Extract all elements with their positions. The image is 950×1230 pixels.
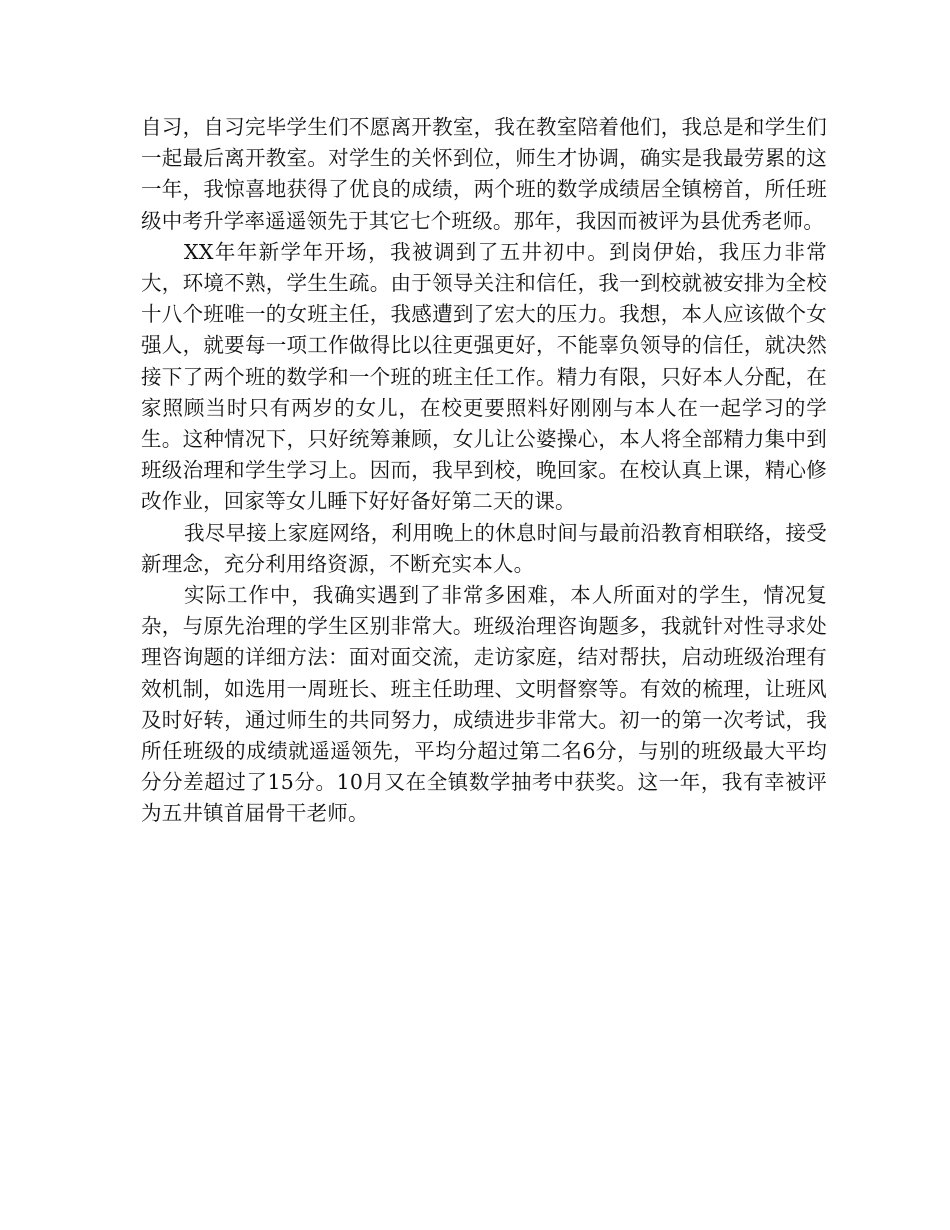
paragraph-3: 我尽早接上家庭网络，利用晚上的休息时间与最前沿教育相联络，接受新理念，充分利用络资源，不断充实本人。 — [141, 520, 827, 576]
paragraph-4: 实际工作中，我确实遇到了非常多困难，本人所面对的学生，情况复杂，与原先治理的学生区别非常大。班级治理咨询题多，我就针对性寻求处理咨询题的详细方法：面对面交流，走访家庭，结对帮扶，启动班级治理有效机制，如选用一周班长、班主任助理、文明督察等。有效的梳理，让班风及时好转，通过师生的共同努力，成绩进步非常大。初一的第一次考试，我所任班级的成绩就遥遥领先，平均分超过第二名6分，与别的班级最大平均分分差超过了15分。10月又在全镇数学抽考中获奖。这一年，我有幸被评为五井镇首届骨干老师。 — [141, 583, 827, 826]
paragraph-2: XX年年新学年开场，我被调到了五井初中。到岗伊始，我压力非常大，环境不熟，学生生疏。由于领导关注和信任，我一到校就被安排为全校十八个班唯一的女班主任，我感遭到了宏大的压力。我想，本人应该做个女强人，就要每一项工作做得比以往更强更好，不能辜负领导的信任，就决然接下了两个班的数学和一个班的班主任工作。精力有限，只好本人分配，在家照顾当时只有两岁的女儿，在校更要照料好刚刚与本人在一起学习的学生。这种情况下，只好统筹兼顾，女儿让公婆操心，本人将全部精力集中到班级治理和学生学习上。因而，我早到校，晚回家。在校认真上课，精心修改作业，回家等女儿睡下好好备好第二天的课。 — [141, 239, 827, 514]
paragraph-1: 自习，自习完毕学生们不愿离开教室，我在教室陪着他们，我总是和学生们一起最后离开教室。对学生的关怀到位，师生才协调，确实是我最劳累的这一年，我惊喜地获得了优良的成绩，两个班的数学成绩居全镇榜首，所任班级中考升学率遥遥领先于其它七个班级。那年，我因而被评为县优秀老师。 — [141, 115, 827, 233]
document-body — [141, 112, 827, 830]
